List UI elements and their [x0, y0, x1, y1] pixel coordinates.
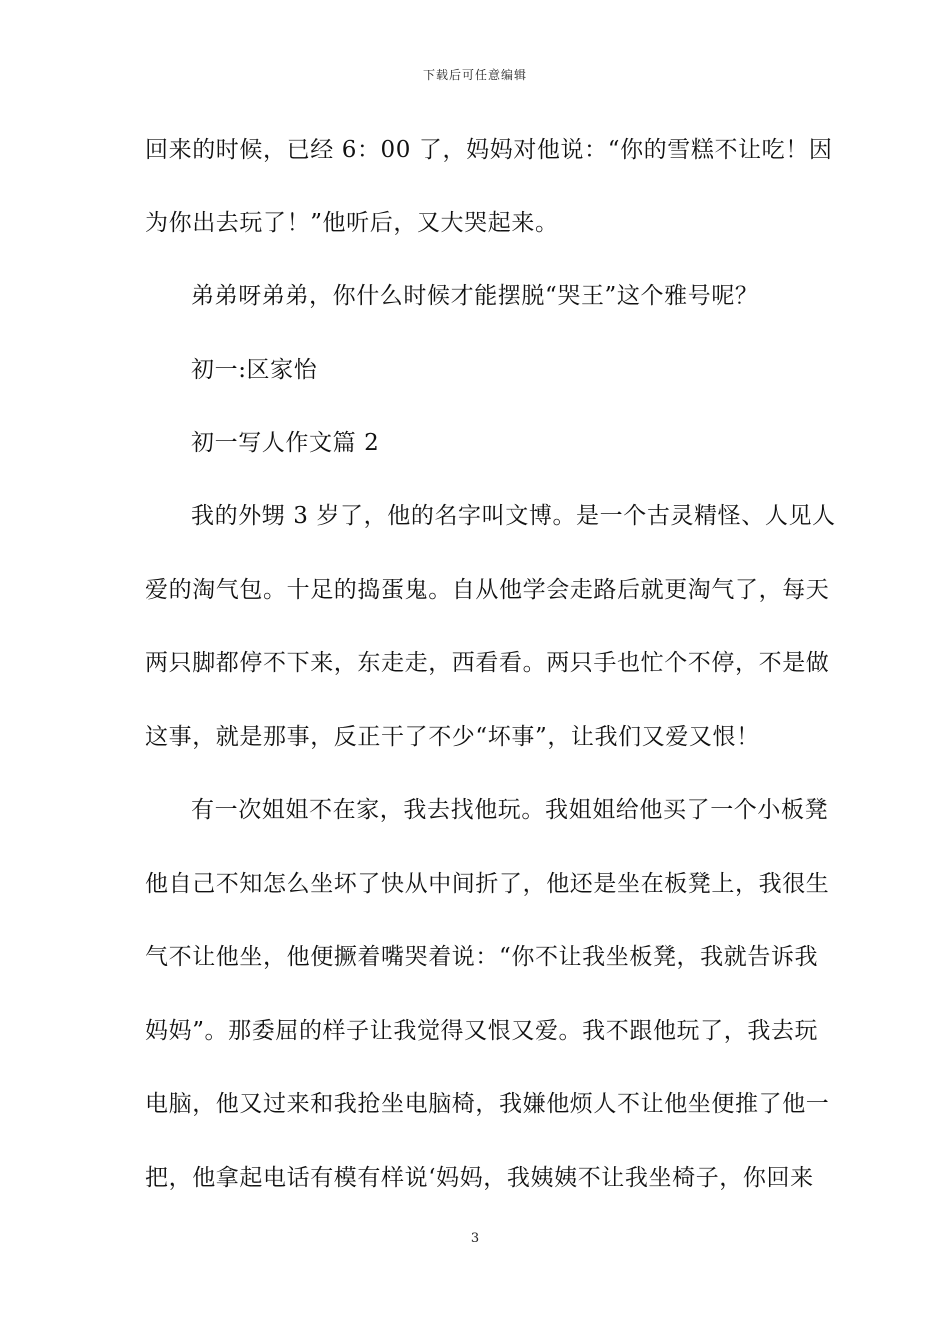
text-line: 电脑，他又过来和我抢坐电脑椅，我嫌他烦人不让他坐便推了他一	[145, 1091, 830, 1117]
text-line: 把，他拿起电话有模有样说‘妈妈，我姨姨不让我坐椅子，你回来	[145, 1165, 814, 1191]
text-line: 两只脚都停不下来，东走走，西看看。两只手也忙个不停，不是做	[145, 650, 830, 676]
text-line: 爱的淘气包。十足的捣蛋鬼。自从他学会走路后就更淘气了，每天	[145, 577, 830, 603]
text-line: 有一次姐姐不在家，我去找他玩。我姐姐给他买了一个小板凳	[191, 797, 829, 823]
text-line: 妈妈”。那委屈的样子让我觉得又恨又爱。我不跟他玩了，我去玩	[145, 1018, 819, 1044]
page-number: 3	[470, 1231, 480, 1246]
text-line: 我的外甥 3 岁了，他的名字叫文博。是一个古灵精怪、人见人	[191, 503, 836, 529]
author-line: 初一:区家怡	[191, 357, 318, 383]
text-line: 他自己不知怎么坐坏了快从中间折了，他还是坐在板凳上，我很生	[145, 871, 830, 897]
text-line: 弟弟呀弟弟，你什么时候才能摆脱“哭王”这个雅号呢？	[191, 283, 759, 309]
text-line: 这事，就是那事，反正干了不少“坏事”，让我们又爱又恨！	[145, 724, 760, 750]
text-line: 回来的时候，已经 6：00 了，妈妈对他说：“你的雪糕不让吃！因	[145, 137, 833, 163]
text-line: 气不让他坐，他便撅着嘴哭着说：“你不让我坐板凳，我就告诉我	[145, 944, 819, 970]
page-header: 下载后可任意编辑	[422, 68, 527, 82]
text-line: 为你出去玩了！”他听后，又大哭起来。	[145, 210, 559, 236]
section-title: 初一写人作文篇 2	[191, 430, 380, 456]
